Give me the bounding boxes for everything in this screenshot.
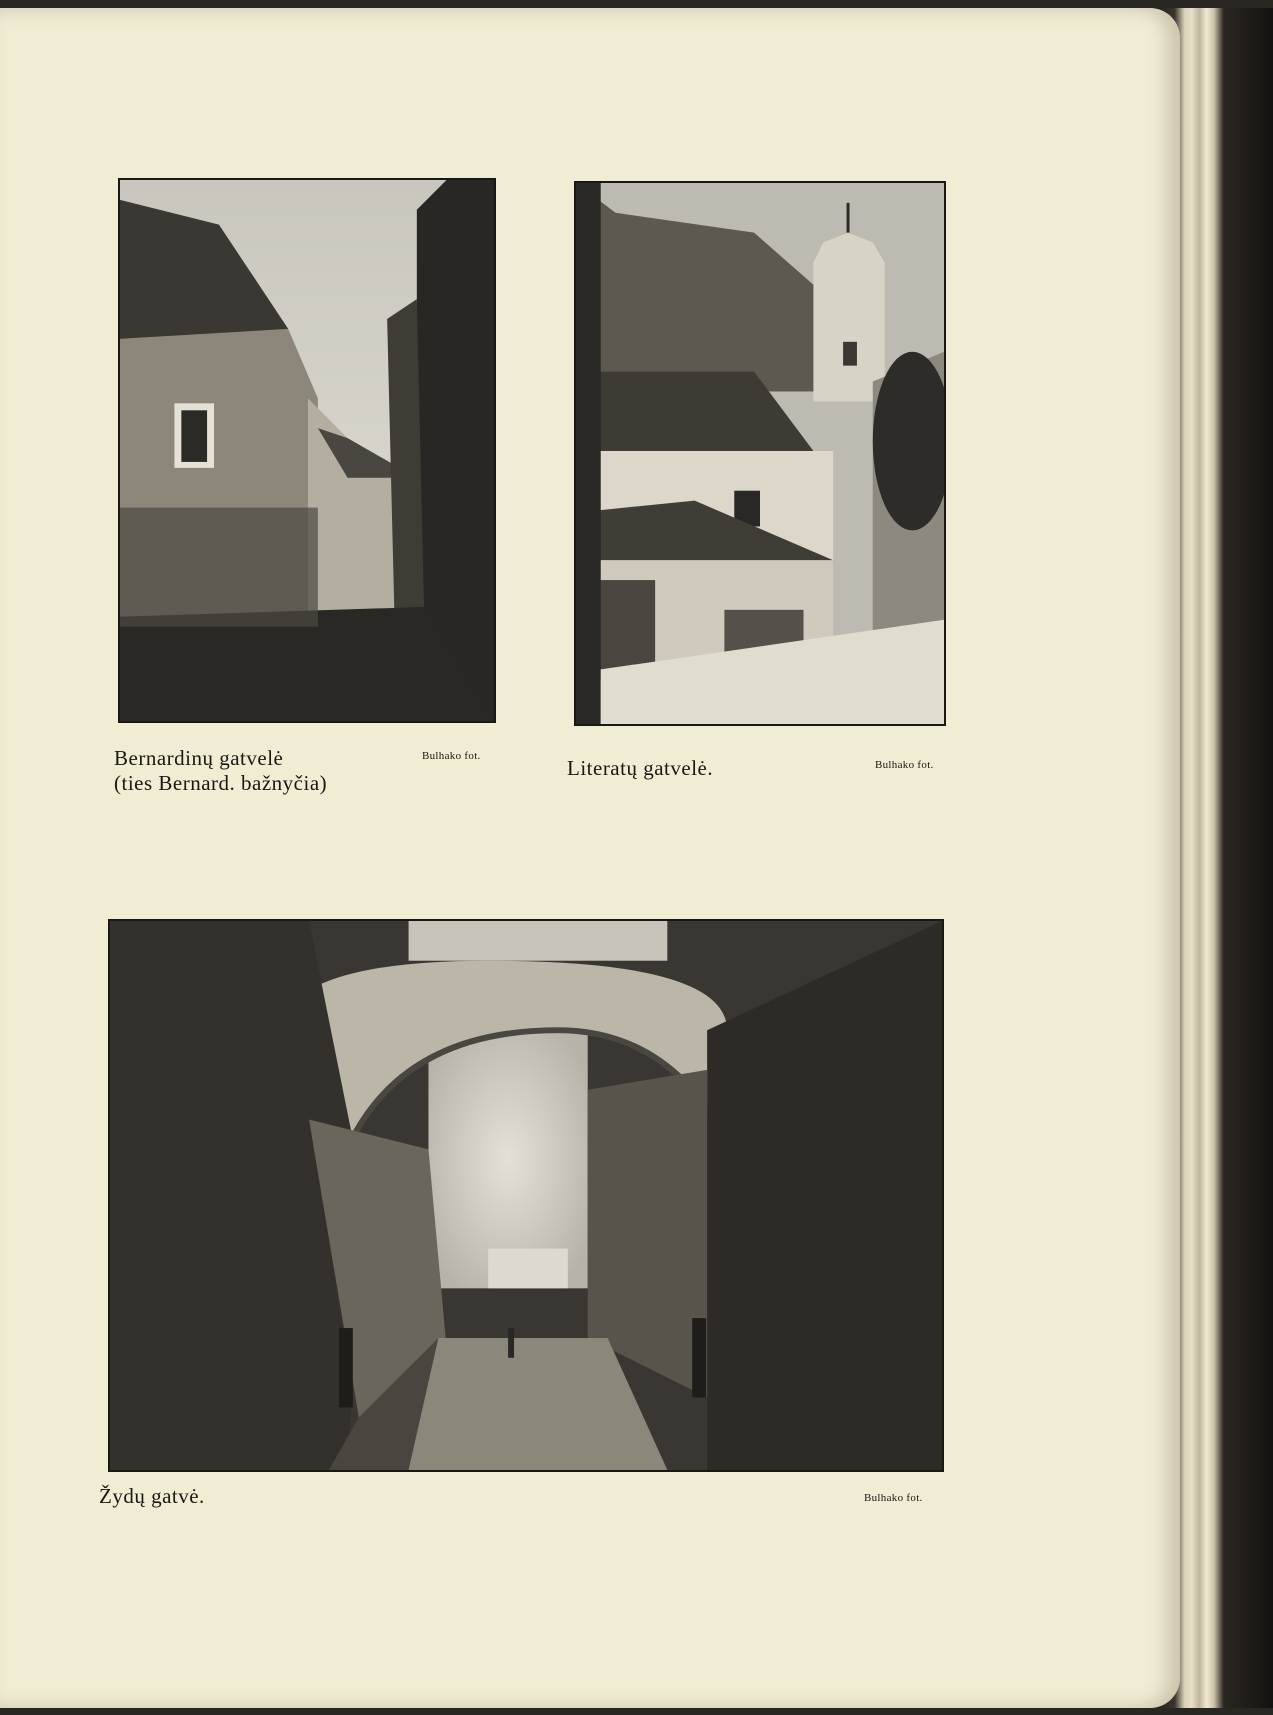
- book-page: [0, 8, 1180, 1708]
- caption-bernardinu: [114, 746, 327, 796]
- street-photo-image: [120, 180, 494, 721]
- photo-credit: Bulhako fot.: [875, 759, 934, 771]
- photo-bernardinu-street: [118, 178, 496, 723]
- street-photo-image: [576, 183, 944, 724]
- caption-line-2: (ties Bernard. bažnyčia): [114, 771, 328, 795]
- photo-credit: Bulhako fot.: [422, 750, 481, 762]
- caption-line-1: Bernardinų gatvelė: [114, 746, 284, 770]
- photo-literatu-street: [574, 181, 946, 726]
- street-photo-image: [110, 921, 942, 1470]
- photo-zydu-street: [108, 919, 944, 1472]
- caption-literatu: Literatų gatvelė.: [567, 756, 714, 780]
- caption-zydu: Žydų gatvė.: [99, 1484, 205, 1508]
- photo-credit: Bulhako fot.: [864, 1492, 923, 1504]
